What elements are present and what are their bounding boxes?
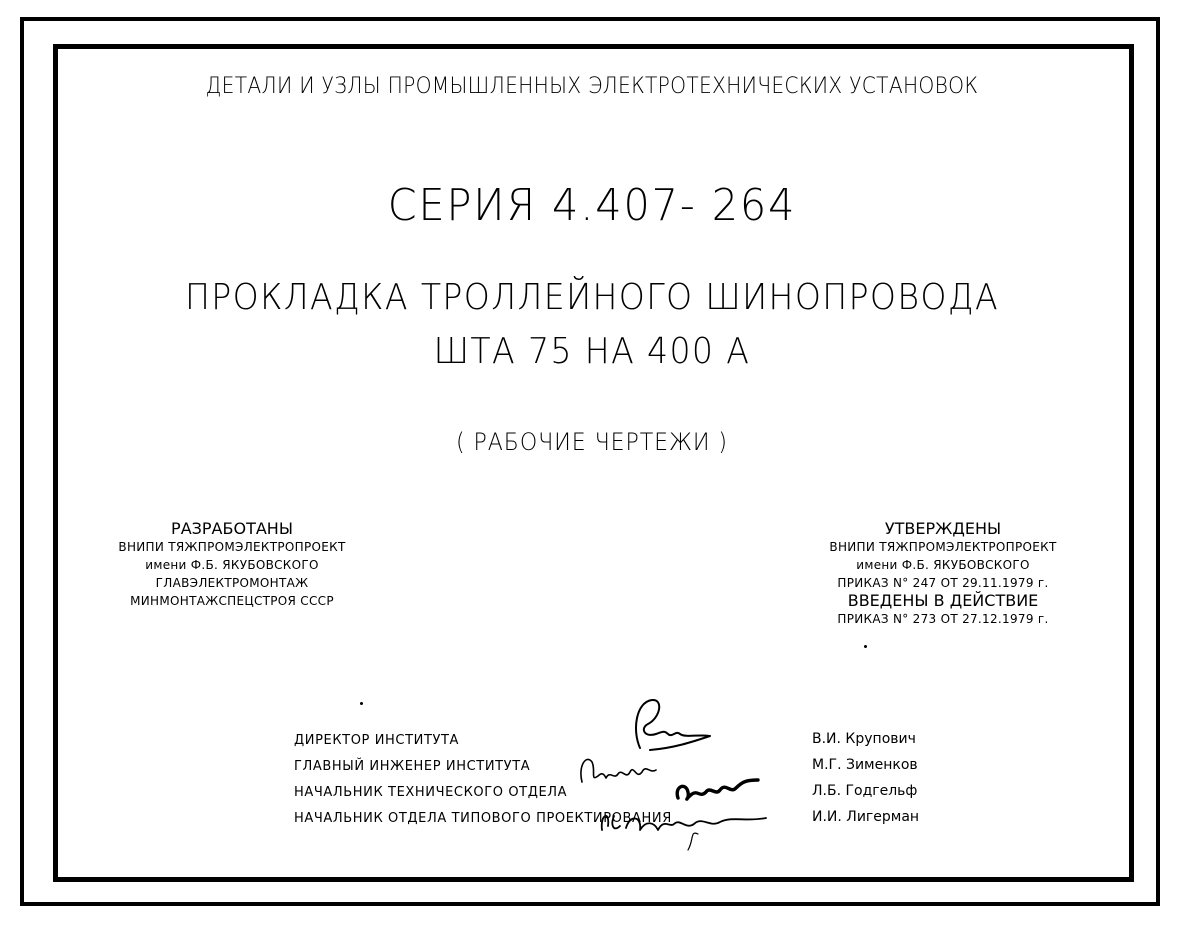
developed-heading: РАЗРАБОТАНЫ <box>171 519 293 538</box>
document-category-heading: ДЕТАЛИ И УЗЛЫ ПРОМЫШЛЕННЫХ ЭЛЕКТРОТЕХНИЧЕСКИХ УСТАНОВОК <box>205 74 979 99</box>
ink-dot <box>360 702 363 705</box>
developed-line: ГЛАВЭЛЕКТРОМОНТАЖ <box>155 576 309 590</box>
document-title-line-2: ШТА 75 НА 400 А <box>433 331 751 372</box>
signatory-position: НАЧАЛЬНИК ТЕХНИЧЕСКОГО ОТДЕЛА <box>294 785 568 800</box>
approved-institute-name: имени Ф.Б. ЯКУБОВСКОГО <box>856 558 1030 572</box>
signatory-position: НАЧАЛЬНИК ОТДЕЛА ТИПОВОГО ПРОЕКТИРОВАНИЯ <box>294 811 672 826</box>
signature-underline <box>688 833 698 850</box>
document-title-line-1: ПРОКЛАДКА ТРОЛЛЕЙНОГО ШИНОПРОВОДА <box>184 277 1000 318</box>
approved-heading: УТВЕРЖДЕНЫ <box>884 519 1002 538</box>
developed-line: имени Ф.Б. ЯКУБОВСКОГО <box>145 558 319 572</box>
document-subtitle: ( РАБОЧИЕ ЧЕРТЕЖИ ) <box>456 428 728 456</box>
signatory-position: ДИРЕКТОР ИНСТИТУТА <box>294 733 460 748</box>
signatory-position: ГЛАВНЫЙ ИНЖЕНЕР ИНСТИТУТА <box>294 759 531 774</box>
enactment-order: ПРИКАЗ N° 273 ОТ 27.12.1979 г. <box>837 612 1049 626</box>
approved-by-block <box>798 520 1088 628</box>
signatory-name: И.И. Лигерман <box>812 809 920 825</box>
handwritten-signatures <box>570 690 800 860</box>
approval-order: ПРИКАЗ N° 247 ОТ 29.11.1979 г. <box>837 576 1049 590</box>
signatory-name: В.И. Крупович <box>812 731 916 747</box>
developed-by-block <box>82 520 382 610</box>
signatory-name: Л.Б. Годгельф <box>812 783 918 799</box>
signature-tech-department <box>677 780 758 799</box>
signature-chief-engineer <box>581 759 656 782</box>
signature-director <box>636 700 710 750</box>
developed-line: МИНМОНТАЖСПЕЦСТРОЯ СССР <box>130 594 334 608</box>
ink-dot <box>864 645 867 648</box>
signatory-name: М.Г. Зименков <box>812 757 918 773</box>
series-number: СЕРИЯ 4.407- 264 <box>387 180 797 231</box>
approved-institute: ВНИПИ ТЯЖПРОМЭЛЕКТРОПРОЕКТ <box>829 540 1057 554</box>
developed-line: ВНИПИ ТЯЖПРОМЭЛЕКТРОПРОЕКТ <box>118 540 346 554</box>
signature-typical-design <box>602 816 766 830</box>
enacted-heading: ВВЕДЕНЫ В ДЕЙСТВИЕ <box>847 591 1039 610</box>
